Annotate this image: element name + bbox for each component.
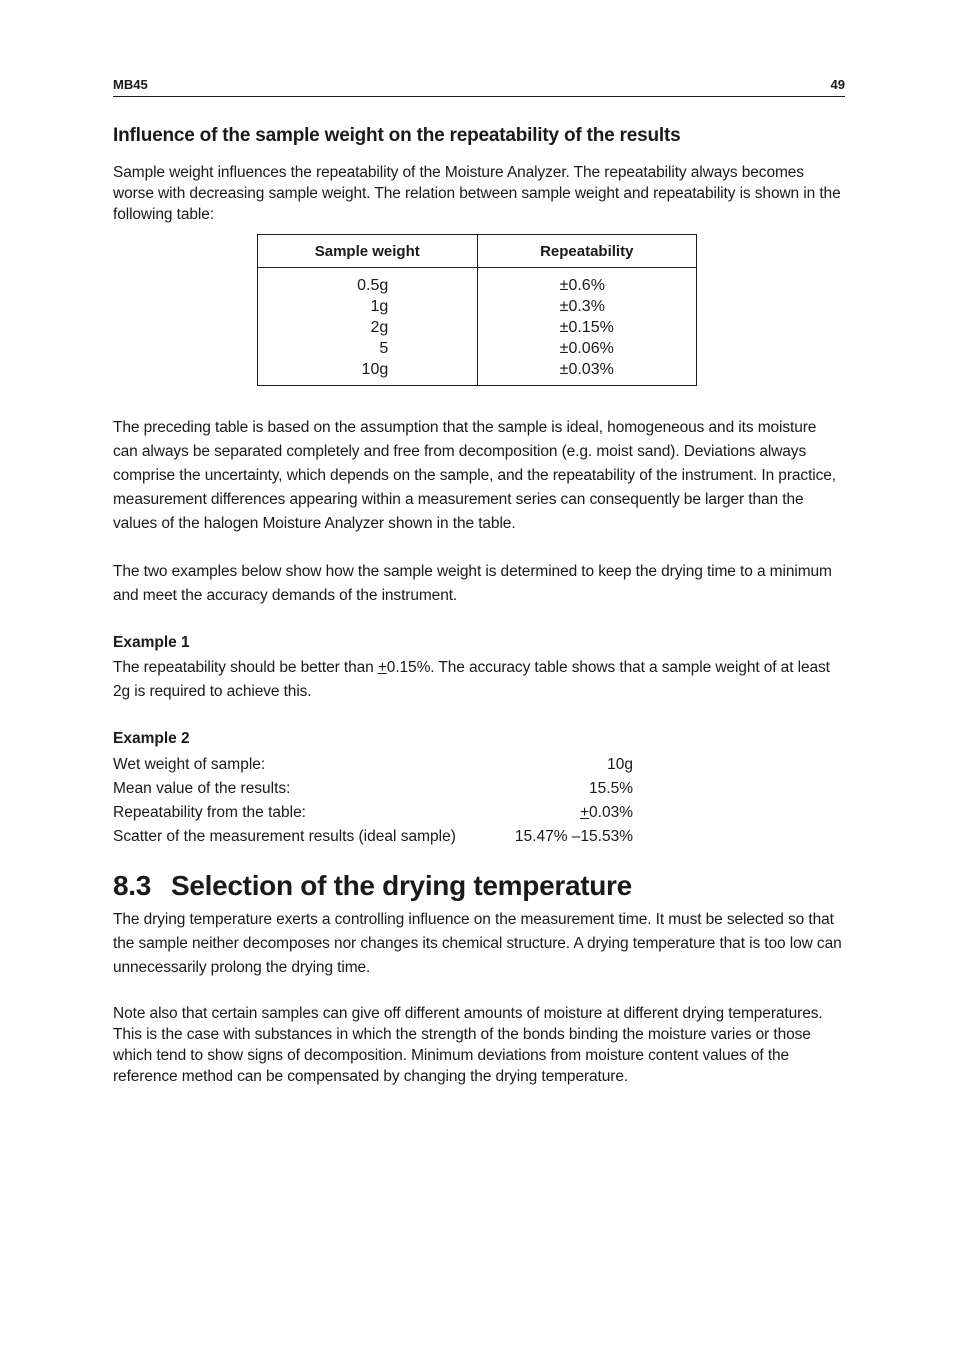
list-item xyxy=(113,825,633,849)
table-cell: ±0.6% xyxy=(559,277,605,294)
repeatability-column xyxy=(477,268,697,386)
table-body-row xyxy=(258,268,697,386)
example1-text-before: The repeatability should be better than xyxy=(113,659,378,676)
table-header-sample-weight: Sample weight xyxy=(258,235,478,268)
page-number: 49 xyxy=(830,77,845,92)
temperature-paragraph: The drying temperature exerts a controlling influence on the measurement time. It must be selected so that the sample neither decomposes nor changes its chemical structure. A drying temperature that is too low can unnecessarily prolong the drying time. xyxy=(113,911,842,976)
chapter-heading xyxy=(113,870,632,902)
intro-paragraph: Sample weight influences the repeatability of the Moisture Analyzer. The repeatability always becomes worse with decreasing sample weight. The relation between sample weight and repeatability is shown in the following table: xyxy=(113,164,841,223)
section-heading: Influence of the sample weight on the repeatability of the results xyxy=(113,125,681,146)
example2-list xyxy=(113,753,633,849)
examples-intro-paragraph: The two examples below show how the sample weight is determined to keep the drying time to a minimum and meet the accuracy demands of the instrument. xyxy=(113,563,832,604)
plus-minus-sign: + xyxy=(377,659,387,676)
note-paragraph: Note also that certain samples can give off different amounts of moisture at different drying temperatures. This is the case with substances in which the strength of the bonds binding the moisture varies or those which tend to show signs of decomposition. Minimum deviations from moisture content values of the reference method can be compensated by changing the drying temperature. xyxy=(113,1005,823,1085)
assumption-paragraph: The preceding table is based on the assumption that the sample is ideal, homogeneous and its moisture can always be separated completely and free from decomposition (e.g. moist sand). Deviations always comprise the uncertainty, which depends on the sample, and the repeatability of the instrument. In practice, measurement differences appearing within a measurement series can consequently be larger than the values of the halogen Moisture Analyzer shown in the table. xyxy=(113,419,836,532)
table-cell: ±0.15% xyxy=(559,319,614,336)
sample-weight-column xyxy=(258,268,478,386)
example2-label: Mean value of the results: xyxy=(113,780,291,797)
example1-text-after: 0.15%. The accuracy table shows that a sample weight of at least 2g is required to achieve this. xyxy=(113,659,830,700)
example2-value: 15.47% –15.53% xyxy=(514,828,633,845)
example2-value xyxy=(580,801,633,825)
example2-label: Wet weight of sample: xyxy=(113,756,266,773)
table-cell: ±0.3% xyxy=(559,298,605,315)
example2-label: Scatter of the measurement results (ideal sample) xyxy=(113,828,456,845)
example2-value-number: 0.03% xyxy=(589,804,633,821)
table-cell: 5 xyxy=(379,340,389,357)
example2-value: 15.5% xyxy=(589,780,633,797)
repeatability-table xyxy=(257,234,697,386)
plus-minus-sign: + xyxy=(579,804,590,821)
chapter-title: Selection of the drying temperature xyxy=(171,870,632,901)
example2-value: 10g xyxy=(607,756,633,773)
table-cell: ±0.06% xyxy=(559,340,614,357)
example2-title: Example 2 xyxy=(113,730,190,747)
table-header-repeatability: Repeatability xyxy=(477,235,697,268)
chapter-number: 8.3 xyxy=(113,870,152,901)
document-title: MB45 xyxy=(113,77,148,92)
table-cell: ±0.03% xyxy=(559,361,614,378)
table-cell: 1g xyxy=(370,298,389,315)
list-item xyxy=(113,801,633,825)
table-cell: 0.5g xyxy=(357,277,389,294)
list-item xyxy=(113,777,633,801)
example2-label: Repeatability from the table: xyxy=(113,804,306,821)
example1-title: Example 1 xyxy=(113,634,190,651)
table-cell: 10g xyxy=(361,361,389,378)
list-item xyxy=(113,753,633,777)
table-header-row xyxy=(258,235,697,268)
page-header xyxy=(113,77,845,97)
table-cell: 2g xyxy=(370,319,389,336)
example1-text xyxy=(113,656,845,704)
